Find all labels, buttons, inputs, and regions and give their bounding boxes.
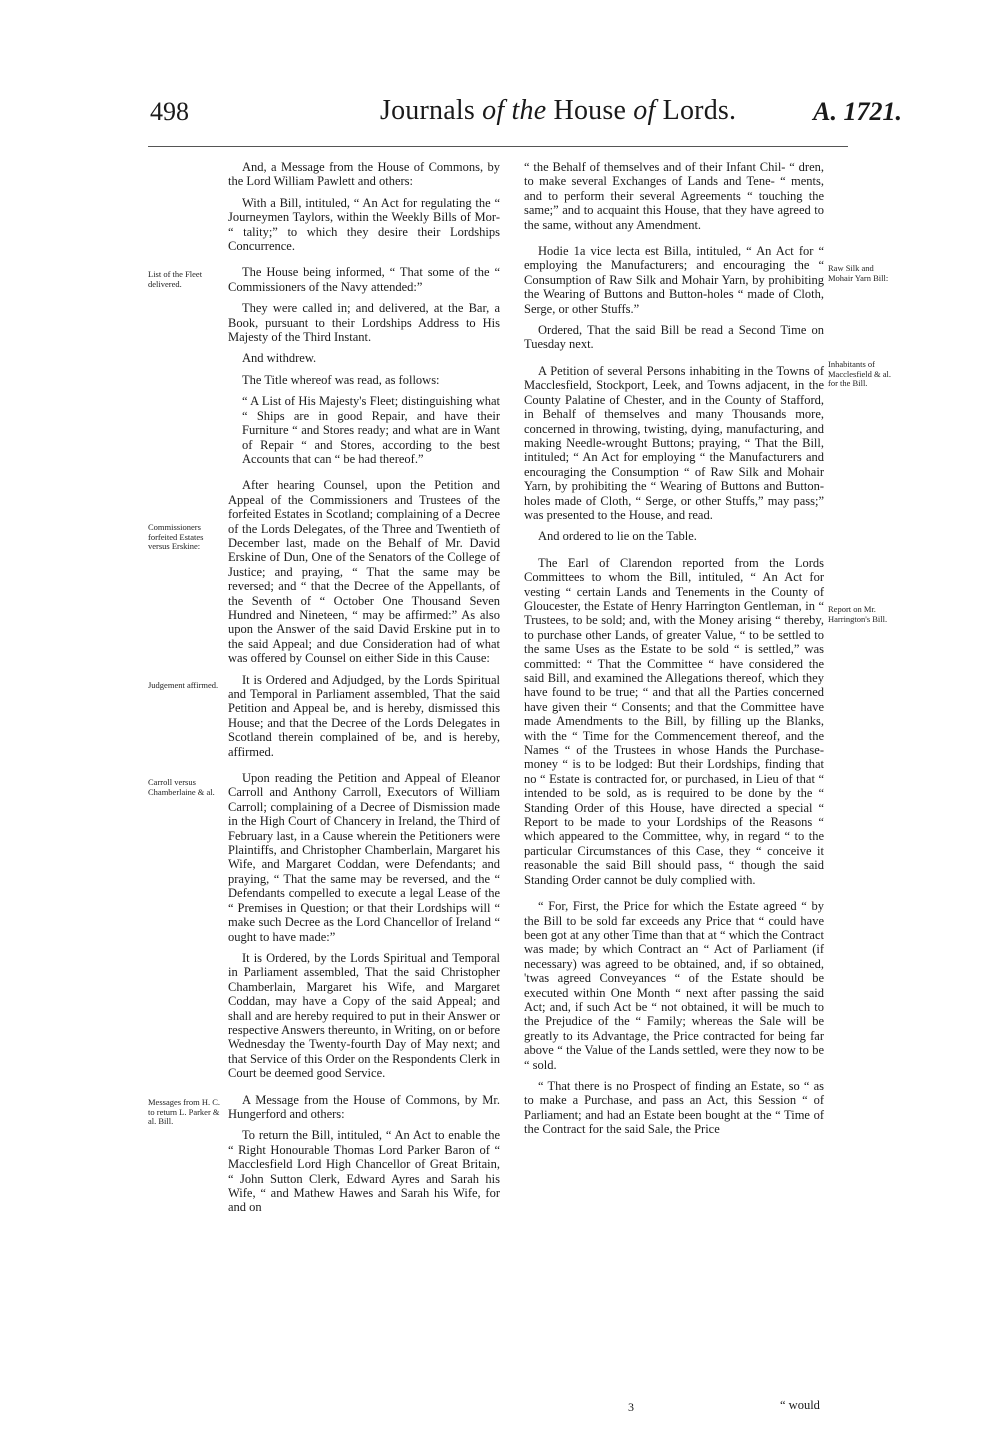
margin-note: Messages from H. C. to return L. Parker & al. Bill. (148, 1097, 221, 1126)
quoted-title: “ A List of His Majesty's Fleet; distinguishing what “ Ships are in good Repair, and have their Furniture “ and Stores ready; and what are in Want of Repair “ and Stores, according to the best Accounts that can “ be had thereof.” (242, 394, 500, 466)
paragraph: It is Ordered and Adjudged, by the Lords Spiritual and Temporal in Parliament assembled, That the said Petition and Appeal be, and is hereby, dismissed this House; and that the Decree of the Lords Delegates in Scotland therein complained of be, and is hereby, affirmed. (228, 672, 500, 759)
paragraph: A Petition of several Persons inhabiting in the Towns of Macclesfield, Stockport, Leek, and Towns adjacent, in the County Palatine of Chester, and in the County of Stafford, in Behalf of themselves and many Thousands more, concerned in throwing, twisting, dying, manufacturing, and making Needle-wrought Buttons; praying, “ That the Bill, intituled; “ An Act for employing “ the Manufacturers and encouraging the Consumption “ of Raw Silk and Mohair Yarn, by prohibiting the “ Wearing of Buttons and Button-holes made of Cloth, “ Serge, or other Stuffs,” may pass;” was presented to the House, and read. (524, 363, 824, 522)
running-title (380, 95, 736, 127)
catchword: “ would (780, 1398, 820, 1412)
paragraph: The Title whereof was read, as follows: (242, 372, 440, 387)
paragraph: To return the Bill, intituled, “ An Act to enable the “ Right Honourable Thomas Lord Parker Baron of “ Macclesfield Lord High Chancellor of Great Britain, “ John Sutton Clerk, Edward Ayres and Sarah his Wife, “ and Mathew Hawes and Sarah his Wife, for and on (228, 1128, 500, 1215)
title-part: of (626, 95, 663, 126)
margin-note: Judgement affirmed. (148, 680, 219, 690)
margin-note: List of the Fleet delivered. (148, 269, 203, 289)
paragraph: It is Ordered, by the Lords Spiritual and Temporal in Parliament assembled, That the said Christopher Chamberlain, Margaret his Wife, and Margaret Coddan, may have a Copy of the said Appeal; and shall and are hereby required to put in their Answer or respective Answers thereunto, in Writing, on or before Wednesday the Twenty-fourth Day of May next; and that Service of this Order on the Respondents Clerk in Court be deemed good Service. (228, 950, 500, 1081)
paragraph: The Earl of Clarendon reported from the Lords Committees to whom the Bill, intituled, “ An Act for vesting “ certain Lands and Tenements in the County of Gloucester, the Estate of Henry Harrington Gentleman, in “ Trustees, to be sold; and, with the Money arising “ thereby, to purchase other Lands, of greater Value, “ to be settled to the same Uses as the Estate to be sold “ is settled,” was committed: “ That the Committee “ have considered the said Bill, and examined the Allegations thereof, which they have found to be true; “ and that all the Parties concerned have given their “ Consents; and that the Committee have made Amendments to the Bill, by filling up the Blanks, with the “ Time for the Commencement thereof, and the Names “ of the Trustees in whose Hands the Purchase-money “ is to be lodged: But their Lordships, finding that no “ Estate is contracted for, or purchased, in Lieu of that “ intended to be sold, as is required to be done by the “ Standing Order of this House, have directed a special “ Report to be made to your Lordships of the Reasons “ which appeared to the Committee, why, in regard “ to the particular Circumstances of this Case, they “ conceive it reasonable the said Bill should pass, “ though the said Standing Order cannot be duly complied with. (524, 555, 824, 887)
paragraph: And ordered to lie on the Table. (538, 529, 697, 544)
margin-note: Carroll versus Chamberlaine & al. (148, 777, 215, 797)
title-part: Lords. (662, 95, 737, 126)
margin-note: Inhabitants of Macclesfield & al. for the Bill. (828, 359, 892, 388)
left-column (228, 160, 500, 1222)
paragraph: And withdrew. (242, 351, 317, 366)
paragraph: They were called in; and delivered, at the Bar, a Book, pursuant to their Lordships Address to His Majesty of the Third Instant. (228, 301, 500, 345)
paragraph: “ That there is no Prospect of finding an Estate, so “ as to make a Purchase, and pass an Act, this Session “ of Parliament; and had an Estate been bought at the “ Time of the Contract for the said Sale, the Price (524, 1078, 824, 1137)
page-header (150, 95, 902, 139)
margin-note: Report on Mr. Harrington's Bill. (828, 604, 888, 624)
right-column (524, 160, 824, 1144)
paragraph: “ the Behalf of themselves and of their Infant Chil- “ dren, to make several Exchanges of Lands and Tene- “ ments, and to perform their several Agreements “ touching the same;” and to acquaint this House, that they have agreed to the same, without any Amendment. (524, 160, 824, 232)
year: A. 1721. (813, 97, 902, 126)
paragraph: After hearing Counsel, upon the Petition and Appeal of the Commissioners and Trustees of the forfeited Estates in Scotland; complaining of a Decree of the Lords Delegates, of the Three and Twentieth of December last, made on the Behalf of Mr. David Erskine of Dun, One of the Senators of the College of Justice; and praying, “ That the same may be reversed; and “ that the Decree of the Appellants, of the Seventh of “ October One Thousand Seven Hundred and Nineteen, “ may be affirmed:” As also upon the Answer of the said David Erskine put in to the said Appeal; and due Consideration had of what was offered by Counsel on either Side in this Cause: (228, 478, 500, 666)
paragraph: Hodie 1a vice lecta est Billa, intituled, “ An Act for “ employing the Manufacturers; and encouraging the “ Consumption of Raw Silk and Mohair Yarn, by prohibiting the Wearing of Buttons and Button-holes “ made of Cloth, Serge, or other Stuffs.” (524, 244, 824, 316)
paragraph: Ordered, That the said Bill be read a Second Time on Tuesday next. (524, 323, 824, 352)
margin-note: Commissioners forfeited Estates versus Erskine: (148, 522, 204, 551)
paragraph: With a Bill, intituled, “ An Act for regulating the “ Journeymen Taylors, within the Weekly Bills of Mor- “ tality;” to which they desire their Lordships Concurrence. (228, 195, 500, 254)
title-part: House (553, 95, 627, 126)
paragraph: And, a Message from the House of Commons, by the Lord William Pawlett and others: (228, 160, 500, 189)
paragraph: “ For, First, the Price for which the Estate agreed “ by the Bill to be sold far exceeds any Price that “ could have been got at any other Time than that at “ which the Contract was made; by which Contract an “ Act of Parliament (if necessary) was agreed to be obtained, and, if so obtained, 'twas agreed Conveyances “ of the Estate should be executed within One Month “ next after passing the said Act; and, if such Act be “ not obtained, it will be much to the Prejudice of the “ Family; whereas the Sale will be greatly to its Advantage, the Price contracted for being far above “ the Value of the Lands settled, were they now to be “ sold. (524, 899, 824, 1072)
margin-note: Raw Silk and Mohair Yarn Bill: (828, 263, 889, 283)
paragraph: The House being informed, “ That some of the “ Commissioners of the Navy attended:” (228, 265, 500, 294)
header-rule (148, 146, 848, 147)
paragraph: Upon reading the Petition and Appeal of Eleanor Carroll and Anthony Carroll, Executors of William Carroll; complaining of a Decree of Dismission made in the High Court of Chancery in Ireland, the Third of February last, in a Cause wherein the Petitioners were Plaintiffs, and Christopher Chamberlain, Margaret his Wife, and Margaret Coddan, were Defendants; and praying, “ That the same may be reversed, and the “ Defendants compelled to execute a legal Lease of the “ Premises in Question; or that their Lordships will “ make such Decree as the Lord Chancellor of Ireland “ ought to have made:” (228, 771, 500, 944)
signature-mark: 3 (628, 1400, 634, 1414)
paragraph: A Message from the House of Commons, by Mr. Hungerford and others: (228, 1092, 500, 1121)
page-number: 498 (150, 97, 189, 126)
title-part: of the (474, 95, 554, 126)
title-part: Journals (380, 95, 475, 126)
